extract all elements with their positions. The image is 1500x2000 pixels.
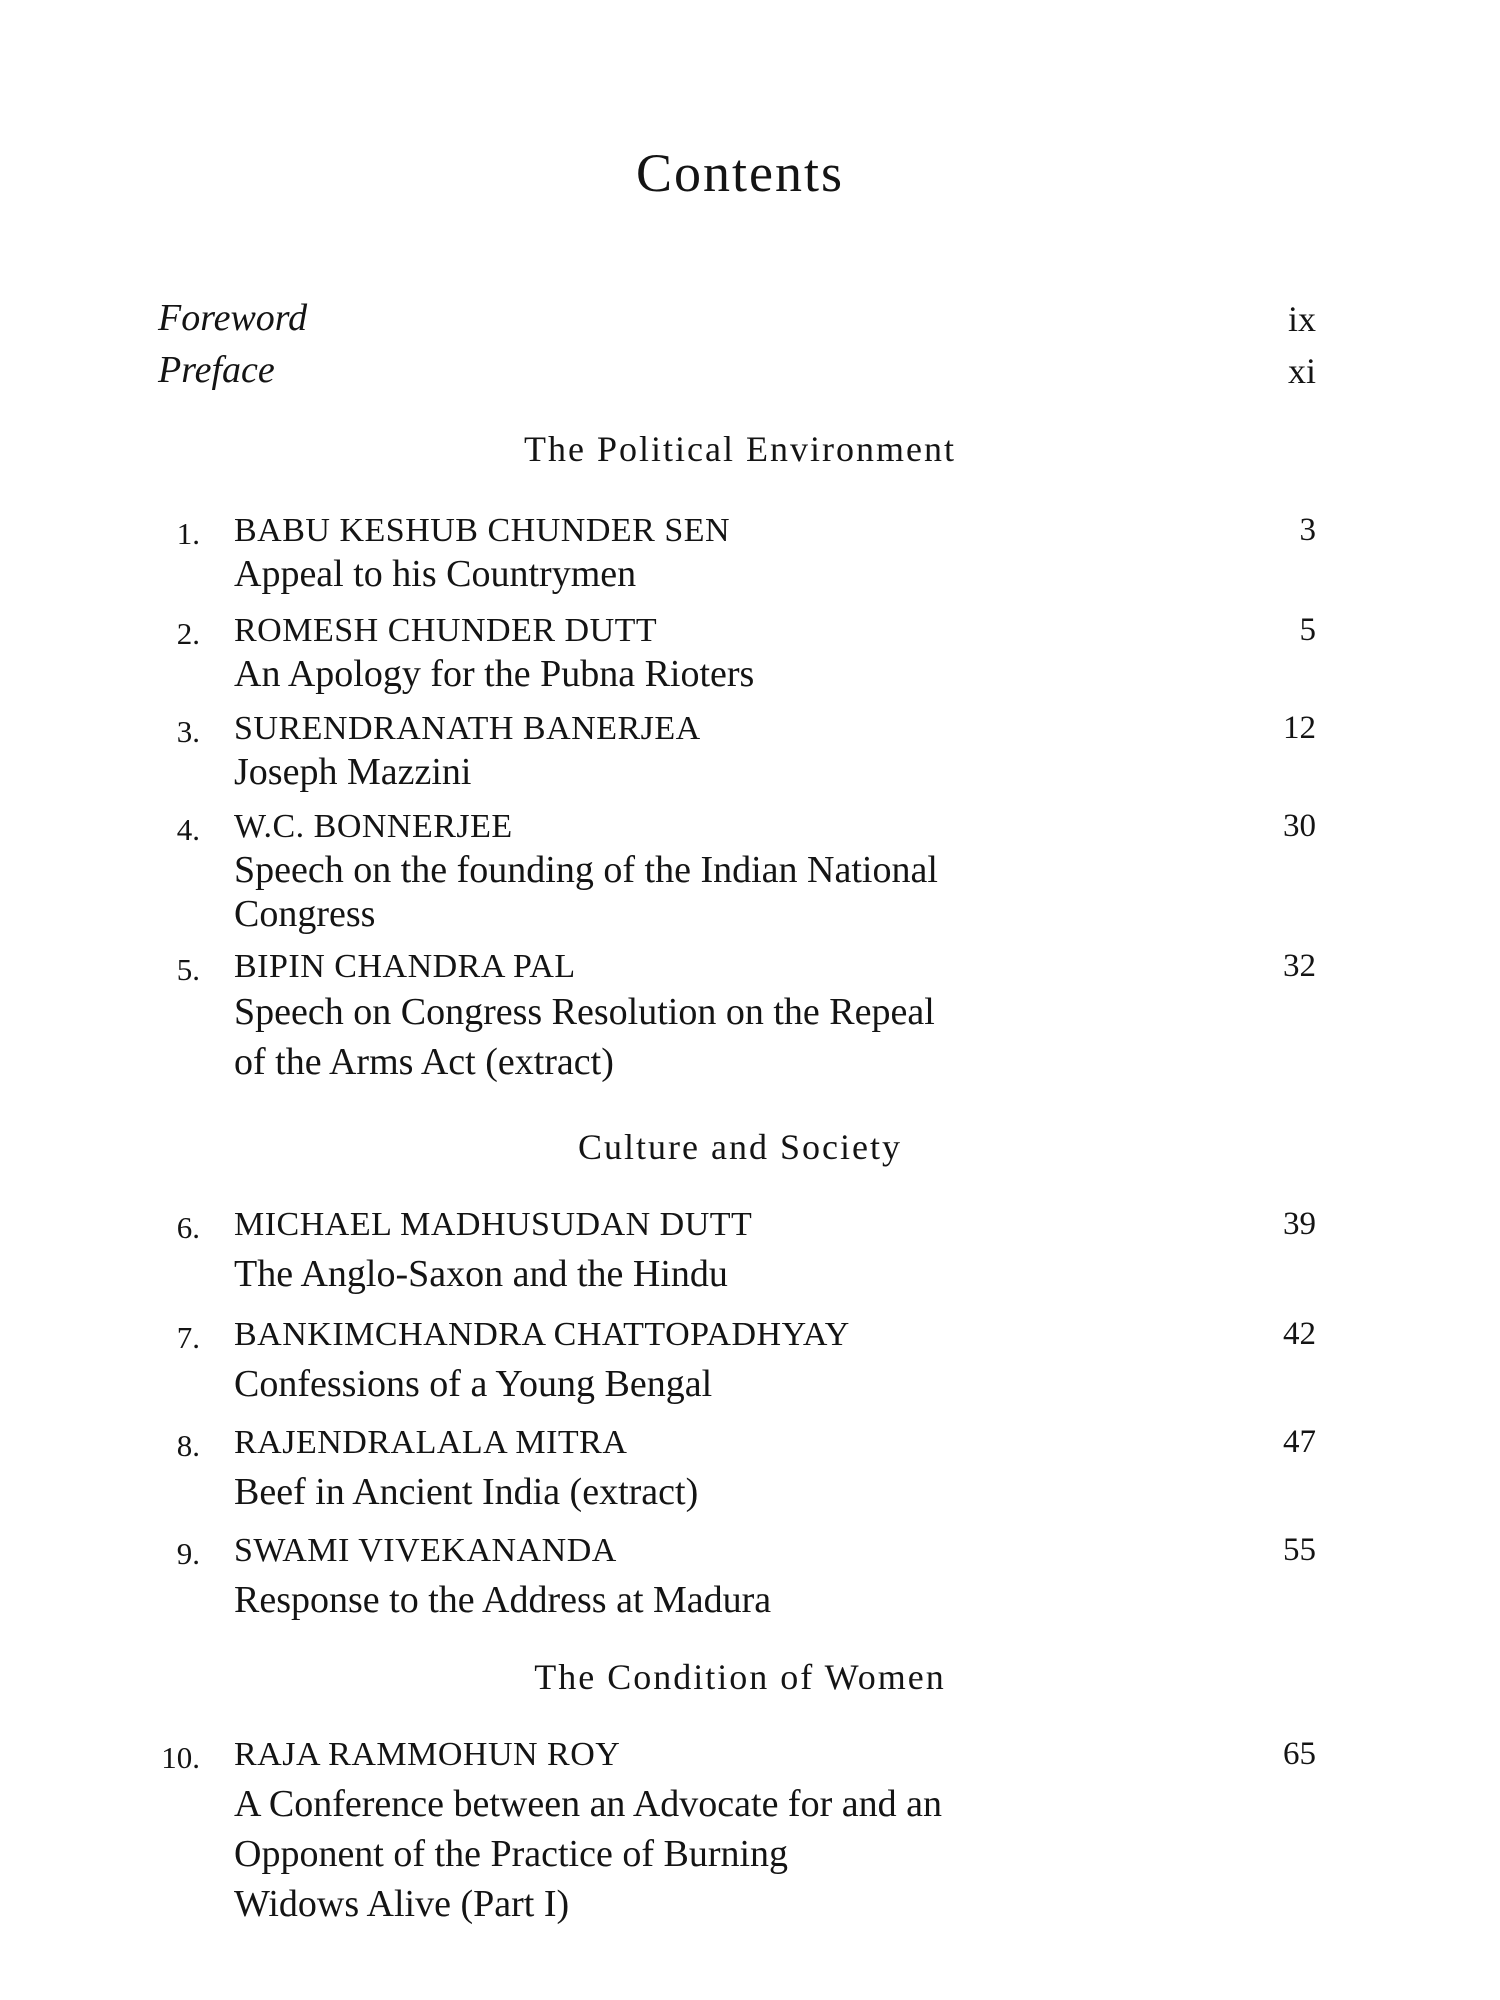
entry-title: of the Arms Act (extract) [234, 1041, 614, 1083]
front-matter-preface-page: xi [1287, 351, 1316, 391]
entry-number: 8. [176, 1428, 200, 1463]
entry-page: 39 [1283, 1206, 1316, 1242]
front-matter-foreword-page: ix [1287, 299, 1316, 339]
entry-page: 12 [1283, 710, 1316, 746]
entry-title: Congress [234, 893, 376, 935]
section-heading-culture: Culture and Society [578, 1127, 902, 1167]
entry-number: 1. [176, 516, 200, 551]
section-heading-women: The Condition of Women [534, 1657, 946, 1697]
entry-page: 32 [1283, 948, 1316, 984]
entry-title: Response to the Address at Madura [234, 1579, 772, 1621]
entry-author: BANKIMCHANDRA CHATTOPADHYAY [234, 1316, 850, 1353]
entry-author: ROMESH CHUNDER DUTT [234, 612, 658, 649]
entry-title: The Anglo-Saxon and the Hindu [234, 1253, 728, 1295]
front-matter-preface: Preface [158, 349, 275, 391]
entry-author: RAJENDRALALA MITRA [234, 1424, 628, 1461]
entry-title: Widows Alive (Part I) [234, 1883, 570, 1925]
entry-author: W.C. BONNERJEE [234, 808, 513, 845]
entry-number: 10. [161, 1740, 200, 1775]
entry-title: Speech on Congress Resolution on the Repeal [234, 991, 935, 1033]
section-heading-political: The Political Environment [524, 429, 956, 469]
entry-number: 7. [176, 1320, 200, 1355]
entry-page: 5 [1299, 612, 1316, 648]
entry-page: 47 [1283, 1424, 1316, 1460]
entry-title: Appeal to his Countrymen [234, 553, 637, 595]
entry-number: 2. [176, 616, 200, 651]
entry-page: 65 [1283, 1736, 1316, 1772]
entry-title: Opponent of the Practice of Burning [234, 1833, 789, 1875]
entry-page: 55 [1283, 1532, 1316, 1568]
entry-title: Joseph Mazzini [234, 751, 472, 793]
entry-author: BIPIN CHANDRA PAL [234, 948, 576, 985]
entry-number: 6. [176, 1210, 200, 1245]
entry-number: 5. [176, 952, 200, 987]
entry-author: SURENDRANATH BANERJEA [234, 710, 701, 747]
entry-author: MICHAEL MADHUSUDAN DUTT [234, 1206, 753, 1243]
entry-title: A Conference between an Advocate for and an [234, 1783, 942, 1825]
entry-title: Beef in Ancient India (extract) [234, 1471, 699, 1513]
entry-author: SWAMI VIVEKANANDA [234, 1532, 617, 1569]
entry-title: Confessions of a Young Bengal [234, 1363, 713, 1405]
entry-title: Speech on the founding of the Indian National [234, 849, 938, 891]
entry-author: BABU KESHUB CHUNDER SEN [234, 512, 731, 549]
entry-page: 42 [1283, 1316, 1316, 1352]
entry-number: 9. [176, 1536, 200, 1571]
entry-number: 3. [176, 714, 200, 749]
entry-author: RAJA RAMMOHUN ROY [234, 1736, 621, 1773]
entry-number: 4. [176, 812, 200, 847]
entry-title: An Apology for the Pubna Rioters [234, 653, 755, 695]
front-matter-foreword: Foreword [158, 297, 308, 339]
entry-page: 30 [1283, 808, 1316, 844]
entry-page: 3 [1299, 512, 1316, 548]
page-title: Contents [635, 143, 844, 203]
